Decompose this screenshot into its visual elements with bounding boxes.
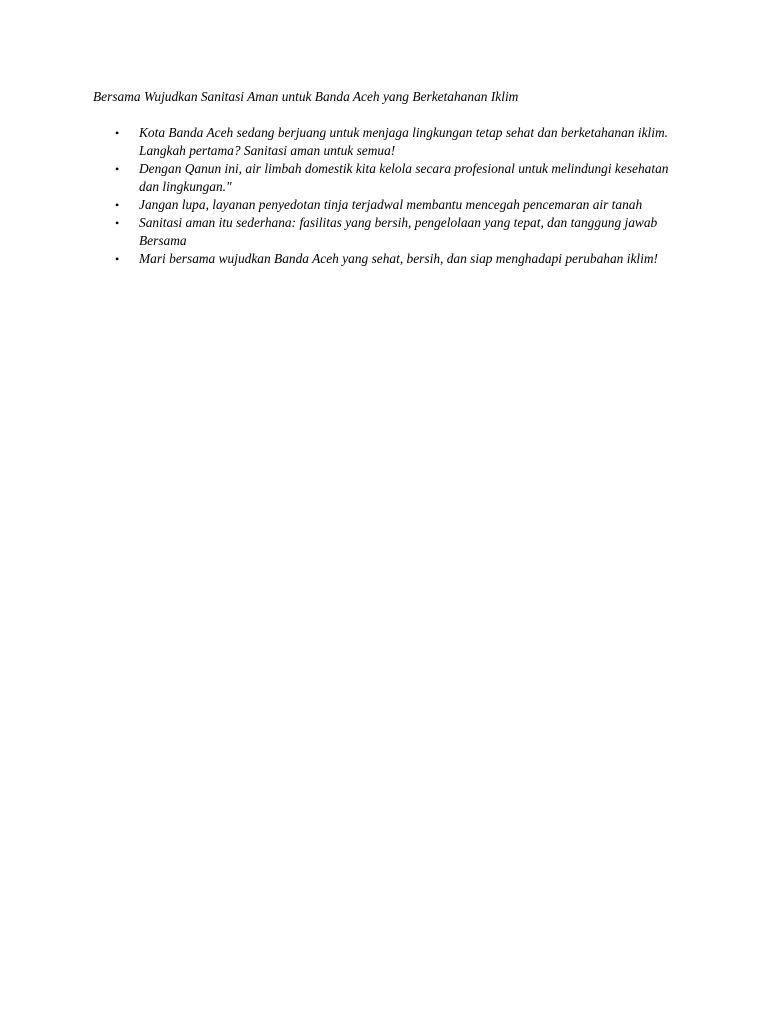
list-item: [93, 196, 683, 214]
list-item-text: Jangan lupa, layanan penyedotan tinja terjadwal membantu mencegah pencemaran air tanah: [139, 197, 643, 212]
bullet-icon: •: [115, 252, 120, 266]
bullet-icon: •: [115, 198, 120, 212]
list-item: [93, 214, 683, 250]
list-item-text: Mari bersama wujudkan Banda Aceh yang sehat, bersih, dan siap menghadapi perubahan iklim!: [139, 251, 658, 266]
document-title: Bersama Wujudkan Sanitasi Aman untuk Banda Aceh yang Berketahanan Iklim: [93, 89, 519, 104]
list-item-text: Kota Banda Aceh sedang berjuang untuk menjaga lingkungan tetap sehat dan berketahanan iklim. Langkah pertama? Sanitasi aman untuk semua!: [139, 125, 668, 158]
list-item-text: Dengan Qanun ini, air limbah domestik kita kelola secara profesional untuk melindungi kesehatan dan lingkungan.": [139, 161, 669, 194]
document-body: [93, 88, 683, 268]
bullet-icon: •: [115, 162, 120, 176]
list-item: [93, 160, 683, 196]
list-item: [93, 250, 683, 268]
list-item-text: Sanitasi aman itu sederhana: fasilitas yang bersih, pengelolaan yang tepat, dan tanggung jawab Bersama: [139, 215, 658, 248]
bullet-icon: •: [115, 126, 120, 140]
bullet-list: [93, 124, 683, 268]
bullet-icon: •: [115, 216, 120, 230]
list-item: [93, 124, 683, 160]
